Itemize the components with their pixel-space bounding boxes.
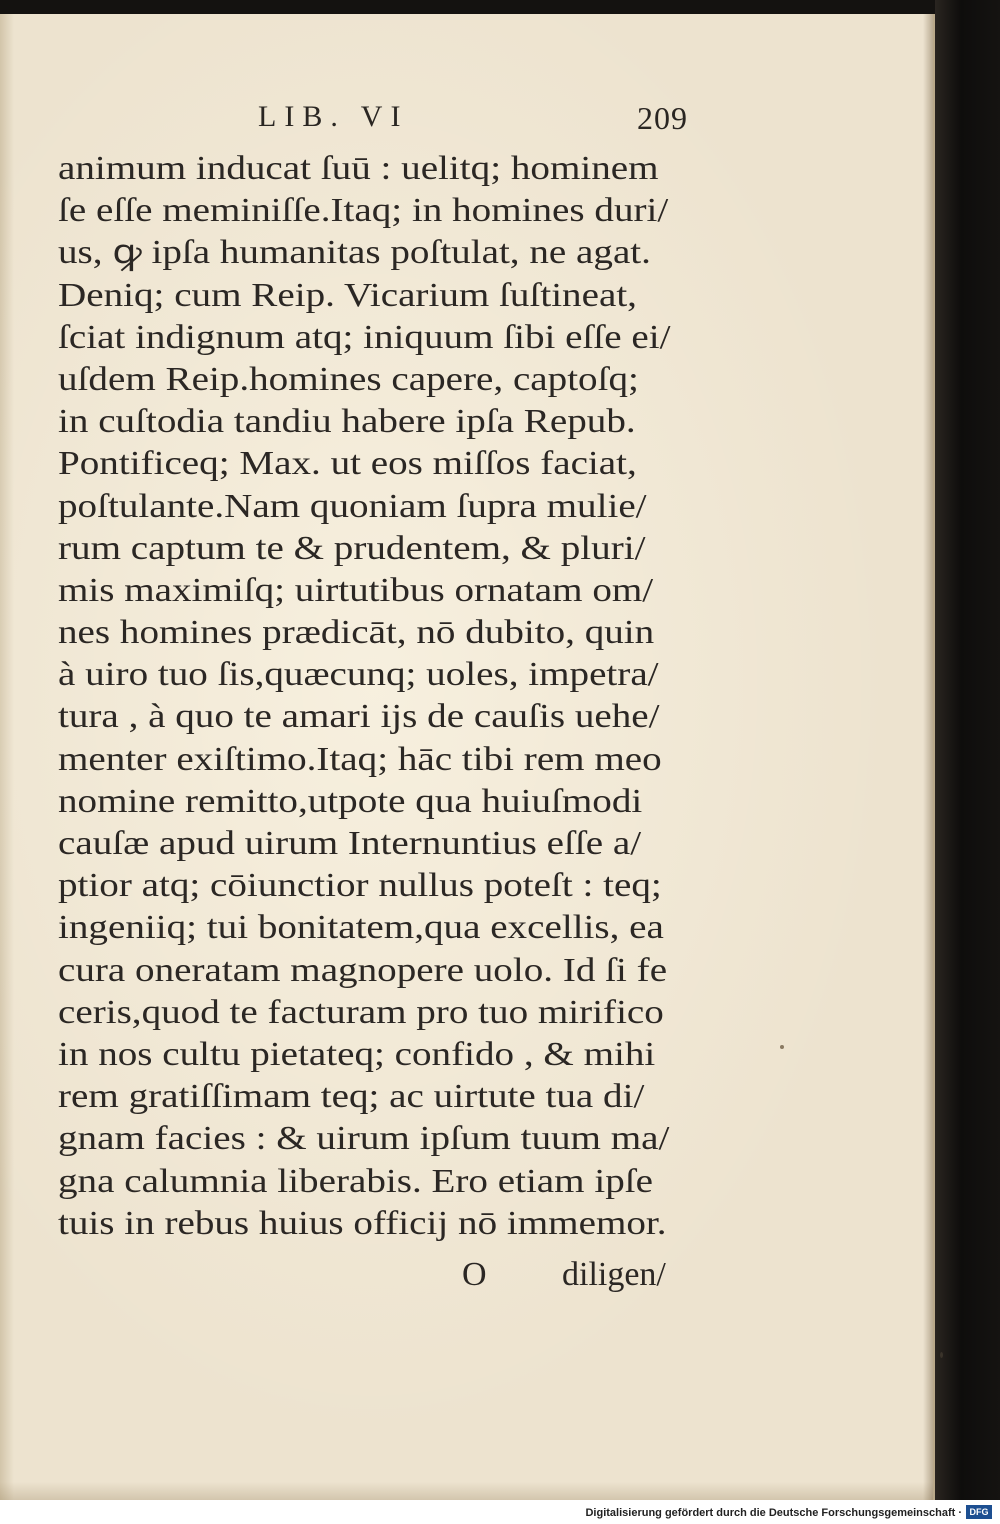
text-line: uſdem Reip.homines capere, captoſq; xyxy=(58,360,639,398)
text-line: menter exiſtimo.Itaq; hāc tibi rem meo xyxy=(58,740,662,778)
page-edge-shadow xyxy=(935,0,1000,1500)
text-line: nomine remitto,utpote qua huiuſmodi xyxy=(58,782,643,820)
text-line: gnam facies : & uirum ipſum tuum ma/ xyxy=(58,1120,670,1158)
text-line: Deniq; cum Reip. Vicarium ſuſtineat, xyxy=(58,276,637,314)
text-line: ingeniiq; tui bonitatem,qua excellis, ea xyxy=(58,909,664,947)
text-line: ſciat indignum atq; iniquum ſibi eſſe ei/ xyxy=(58,318,671,356)
text-line: us, ꝙ ipſa humanitas poſtulat, ne agat. xyxy=(58,234,651,272)
catchword-initial: O xyxy=(462,1256,487,1293)
paper-speck xyxy=(940,1352,943,1358)
dfg-logo: DFG xyxy=(966,1505,992,1519)
text-line: tura , à quo te amari ijs de cauſis uehe/ xyxy=(58,698,660,736)
catchword: diligen/ xyxy=(562,1256,666,1293)
text-line: rem gratiſſimam teq; ac uirtute tua di/ xyxy=(58,1078,645,1116)
text-line: ceris,quod te facturam pro tuo mirifico xyxy=(58,993,664,1031)
text-line: tuis in rebus huius officij nō immemor. xyxy=(58,1204,667,1242)
text-line: in nos cultu pietateq; confido , & mihi xyxy=(58,1035,656,1073)
catchword-line xyxy=(462,1256,666,1294)
body-text xyxy=(58,148,698,1245)
running-head xyxy=(258,100,688,140)
text-line: ptior atq; cōiunctior nullus poteſt : teq; xyxy=(58,867,662,905)
text-line: Pontificeq; Max. ut eos miſſos faciat, xyxy=(58,445,637,483)
text-line: cura oneratam magnopere uolo. Id ſi fe xyxy=(58,951,668,989)
text-line: cauſæ apud uirum Internuntius eſſe a/ xyxy=(58,825,642,862)
text-line: poſtulante.Nam quoniam ſupra mulie/ xyxy=(58,487,647,525)
text-line: ſe eſſe meminiſſe.Itaq; in homines duri/ xyxy=(58,192,669,230)
text-line: animum inducat ſuū : uelitq; hominem xyxy=(58,150,659,187)
page-number: 209 xyxy=(637,100,688,136)
funding-credit: Digitalisierung gefördert durch die Deutsche Forschungsgemeinschaft · xyxy=(585,1507,962,1519)
book-label: LIB. VI xyxy=(258,100,409,133)
text-line: mis maximiſq; uirtutibus ornatam om/ xyxy=(58,571,654,609)
text-line: à uiro tuo ſis,quæcunq; uoles, impetra/ xyxy=(58,656,659,694)
text-line: in cuſtodia tandiu habere ipſa Repub. xyxy=(58,403,636,441)
text-line: gna calumnia liberabis. Ero etiam ipſe xyxy=(58,1162,653,1200)
text-line: nes homines prædicāt, nō dubito, quin xyxy=(58,614,655,652)
text-line: rum captum te & prudentem, & pluri/ xyxy=(58,529,646,567)
